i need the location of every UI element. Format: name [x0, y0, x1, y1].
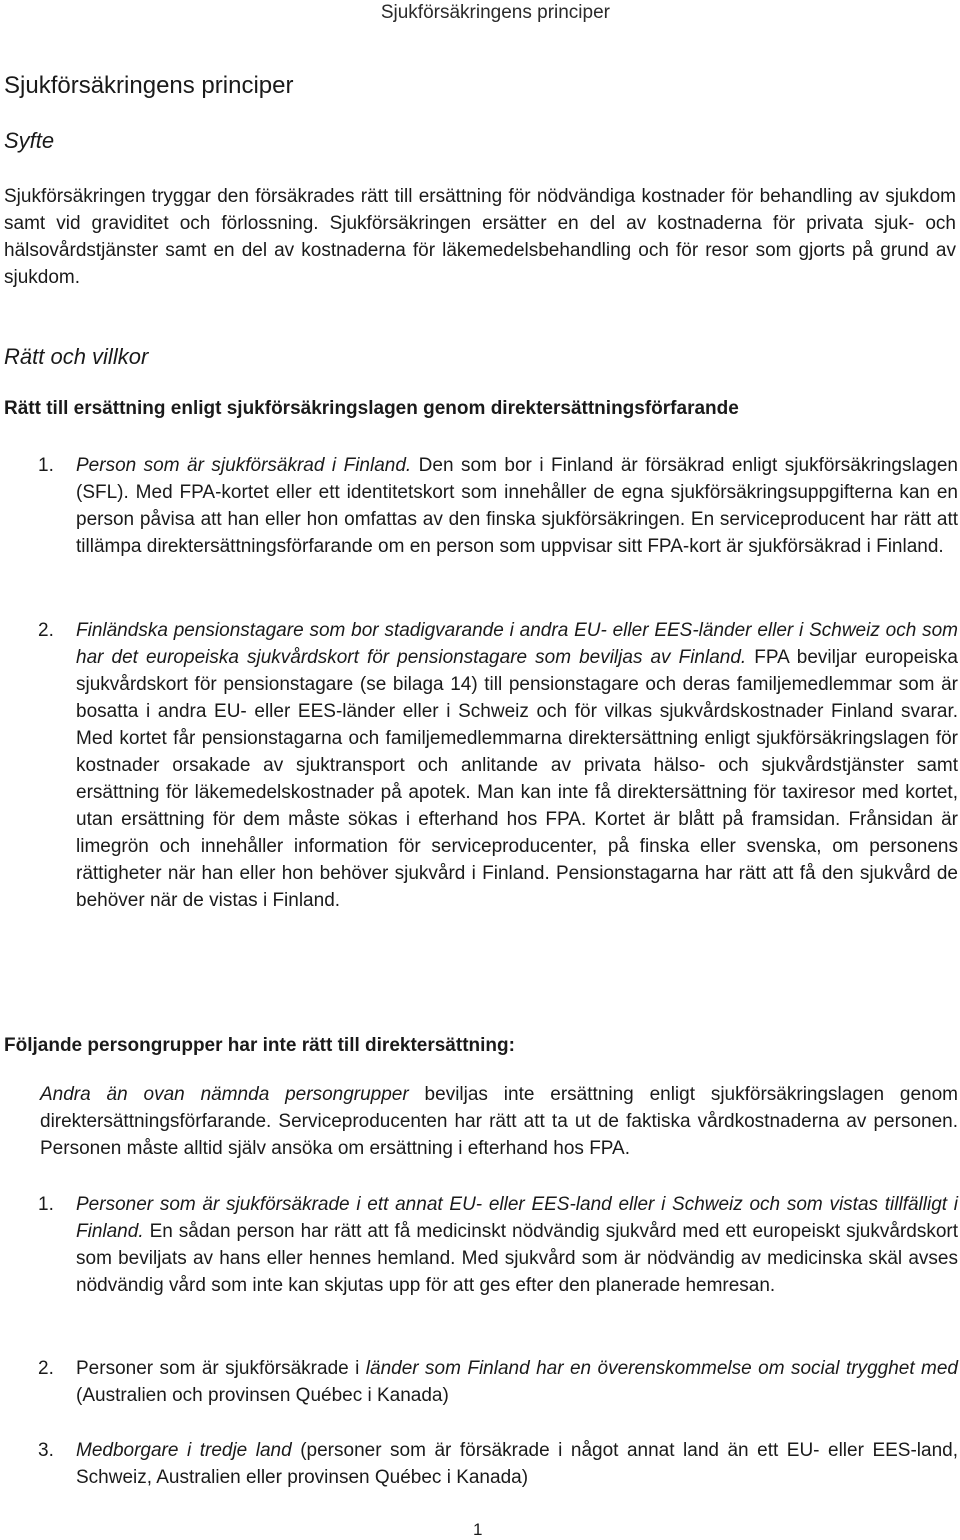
list-item	[76, 1355, 958, 1409]
section-heading-syfte: Syfte	[4, 128, 55, 153]
list-item-text: (Australien och provinsen Québec i Kanada)	[76, 1385, 449, 1406]
inte-intro-paragraph	[40, 1081, 958, 1162]
list-item-text: Den som bor i Finland är försäkrad enligt sjukförsäkringslagen (SFL). Med FPA-kortet eller ett identitetskort som innehåller de egna sjukförsäkringsuppgifterna kan en person påvisa att han eller hon omfattas av den finska sjukförsäkringen. En serviceproducent har rätt att tillämpa direktersättningsförfarande om en person som uppvisar sitt FPA-kort är sjukförsäkrad i Finland.	[76, 455, 958, 557]
intro-emphasis: Andra än ovan nämnda persongrupper	[40, 1084, 409, 1105]
list-item	[76, 1437, 958, 1491]
list-item-emphasis: Person som är sjukförsäkrad i Finland.	[76, 455, 412, 476]
list-item-text: (personer som är försäkrade i något annat land än ett EU- eller EES-land, Schweiz, Australien eller provinsen Québec i Kanada)	[76, 1440, 958, 1488]
list-item-emphasis: Medborgare i tredje land	[76, 1440, 292, 1461]
section-heading-ratt-och-villkor: Rätt och villkor	[4, 344, 149, 369]
list-item-emphasis: Finländska pensionstagare som bor stadigvarande i andra EU- eller EES-länder eller i Schweiz och som har det europeiska sjukvårdskort för pensionstagare som beviljas av Finland.	[76, 620, 958, 668]
list-item-text: FPA beviljar europeiska sjukvårdskort för pensionstagare (se bilaga 14) till pensionstagare och deras familjemedlemmar som är bosatta i andra EU- eller EES-länder eller i Schweiz och för vilkas sjukvårdskostnader Finland svarar. Med kortet får pensionstagarna och familjemedlemmarna direktersättning enligt sjukförsäkringslagen för kostnader orsakade av sjuktransport och anlitande av privata hälso- och sjukvårdstjänster samt ersättning för läkemedelskostnader på apotek. Man kan inte få direktersättning för taxiresor med kortet, utan ersättning för dem måste sökas i efterhand hos FPA. Kortet är blått på framsidan. Frånsidan är limegrön och innehåller information för serviceproducenter, på finska eller svenska, om personens rättigheter när han eller hon behöver sjukvård i Finland. Pensionstagarna har rätt att få den sjukvård de behöver när de vistas i Finland.	[76, 647, 958, 911]
list-item-number: 2.	[38, 620, 54, 641]
list-item-pretext: Personer som är sjukförsäkrade i	[76, 1358, 366, 1379]
intro-text: beviljas inte ersättning enligt sjukförsäkringslagen genom direktersättningsförfarande. Serviceproducenten har rätt att ta ut de faktiska vårdkostnaderna av personen. Personen måste alltid själv ansöka om ersättning i efterhand hos FPA.	[40, 1084, 958, 1159]
list-item-number: 2.	[38, 1358, 54, 1379]
list-item-number: 1.	[38, 1194, 54, 1215]
running-header: Sjukförsäkringens principer	[380, 2, 610, 23]
list-item	[76, 1191, 958, 1299]
subheading-inte-ratt: Följande persongrupper har inte rätt till direktersättning:	[4, 1035, 515, 1056]
syfte-paragraph: Sjukförsäkringen tryggar den försäkrades rätt till ersättning för nödvändiga kostnader för behandling av sjukdom samt vid graviditet och förlossning. Sjukförsäkringen ersätter en del av kostnaderna för privata sjuk- och hälsovårdstjänster samt en del av kostnaderna för läkemedelsbehandling och för resor som gjorts på grund av sjukdom.	[4, 186, 956, 288]
list-item-emphasis: Personer som är sjukförsäkrade i ett annat EU- eller EES-land eller i Schweiz och som vistas tillfälligt i Finland.	[76, 1194, 958, 1242]
list-item-emphasis: länder som Finland har en överenskommelse om social trygghet med	[365, 1358, 958, 1379]
list-item-number: 1.	[38, 455, 54, 476]
list-item	[76, 452, 958, 560]
page-number: 1	[473, 1520, 483, 1539]
list-item-number: 3.	[38, 1440, 54, 1461]
page-title: Sjukförsäkringens principer	[4, 72, 294, 99]
subheading-direktersattning: Rätt till ersättning enligt sjukförsäkringslagen genom direktersättningsförfarande	[4, 398, 739, 419]
list-item-text: En sådan person har rätt att få medicinskt nödvändig sjukvård med ett europeiskt sjukvårdskort som beviljats av hans eller hennes hemland. Med sjukvård som är nödvändig av medicinska skäl avses nödvändig vård som inte kan skjutas upp för att ges efter den planerade hemresan.	[76, 1221, 958, 1296]
list-item	[76, 617, 958, 914]
